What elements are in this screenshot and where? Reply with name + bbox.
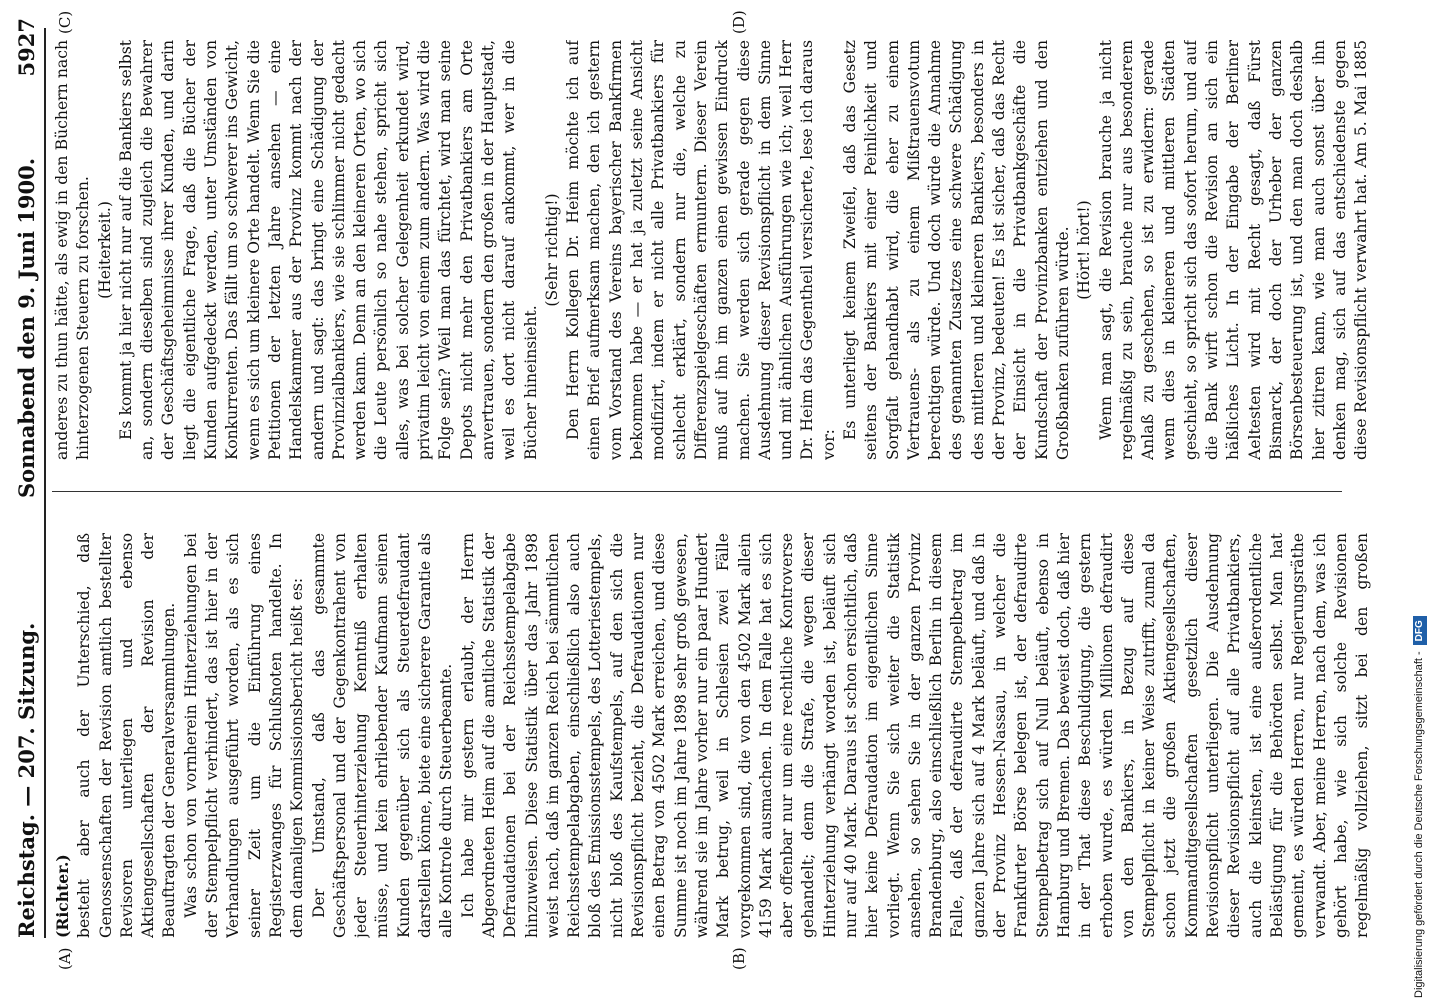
- header-left: Reichstag. — 207. Sitzung.: [14, 622, 39, 938]
- paragraph: Ich habe mir gestern erlaubt, der Herrn Abgeordneten Heim auf die amtliche Statistik der Defraudationen bei der Reichsstempelabgabe hinzuweisen. Diese Statistik über das Jahr 1898 weist nach, daß im ganzen Reich bei sämmtlichen Reichsstempelabgaben, einschließlich also auch bloß des Emissionsstempels, des Lotteriestempels, nicht bloß des Kaufstempels, auf den sich die Revisionspflicht bezieht, die Defraudationen nur einen Betrag von 4502 Mark erreichen, und diese Summe ist noch im Jahre 1898 sehr groß gewesen, während sie im Jahre vorher nur ein paar Hundert Mark betrug, weil in Schlesien zwei Fälle vorgekommen sind, die von den 4502 Mark allein 4159 Mark ausmachen. In dem Falle hat es sich aber offenbar nur um eine rechtliche Kontroverse gehandelt; denn die Strafe, die wegen dieser Hinterziehung verhängt worden ist, beläuft sich nur auf 40 Mark. Daraus ist schon ersichtlich, daß hier keine Defraudation im eigentlichen Sinne vorliegt. Wenn Sie sich weiter die Statistik ansehen, so sehen Sie in der ganzen Provinz Brandenburg, also einschließlich Berlin in diesem Falle, daß der defraudirte Stempelbetrag im ganzen Jahre sich auf 4 Mark beläuft, und daß in der Provinz Hessen-Nassau, in welcher die Frankfurter Börse belegen ist, der defraudirte Stempelbetrag sich auf Null beläuft, ebenso in Hamburg und Bremen. Das beweist doch, daß hier in der That diese Beschuldigung, die gestern erhoben wurde, es würden Millionen defraudirt von den Bankiers, in Bezug auf diese Stempelpflicht in keiner Weise zutrifft, zumal da schon jetzt die großen Aktiengesellschaften, Kommanditgesellschaften gesetzlich dieser Revisionspflicht unterliegen. Die Ausdehnung dieser Revisionspflicht auf alle Privatbankiers, auch die kleinsten, ist eine außerordentliche Belästigung für die Behörden selbst. Man hat gemeint, es würden Herren, nur Regierungsräthe verwandt. Aber, meine Herren, nach dem, was ich gehört habe, wie sich solche Revisionen regelmäßig vollziehen, sitzt bei den großen: [458, 533, 1372, 938]
- paragraph: besteht aber auch der Unterschied, daß Genossenschaften der Revision amtlich bestellter Revisoren unterliegen und ebenso Aktiengesellschaften der Revision der Beauftragten der Generalversammlungen.: [75, 533, 179, 938]
- interjection: (Sehr richtig!): [542, 193, 561, 307]
- text-column-right: [52, 40, 1372, 460]
- margin-mark-b: (B): [730, 947, 748, 970]
- margin-mark-d: (D): [730, 10, 748, 34]
- quote-paragraph: Der Umstand, daß das gesammte Geschäftspersonal und der Gegenkontrahent von jeder Steuerhinterziehung Kenntniß erhalten müsse, und kein ehrliebender Kaufmann seinen Kunden gegenüber sich als Steuerdefraudant darstellen könne, biete eine sicherere Garantie als alle Kontrole durch Steuerbeamte.: [309, 533, 456, 938]
- page-number: 5927: [14, 18, 39, 77]
- paragraph: Es unterliegt keinem Zweifel, daß das Gesetz seitens der Bankiers mit einer Peinlichkeit und Sorgfalt gehandhabt wird, die eher zu einem Vertrauens- als zu einem Mißtrauensvotum berechtigen würde. Und doch würde die Annahme des genannten Zusatzes eine schwere Schädigung des mittleren und kleineren Bankiers, besonders in der Provinz, bedeuten! Es ist sicher, daß das Recht der Einsicht in die Privatbankgeschäfte die Kundschaft der Provinzbanken entziehen und den Großbanken zuführen würde.: [840, 40, 1072, 460]
- header-rule: [44, 28, 46, 938]
- text-column-left: [52, 533, 1372, 938]
- dfg-logo: DFG: [1413, 616, 1427, 645]
- page-header: [14, 0, 44, 1000]
- speaker-name: (Richter.): [53, 854, 72, 938]
- column-divider: [52, 491, 1342, 492]
- digitization-credit: [1409, 8, 1431, 998]
- interjection: (Hört! hört!): [1075, 200, 1094, 300]
- interjection: (Heiterkeit.): [95, 201, 114, 299]
- margin-mark-a: (A): [56, 947, 74, 970]
- paragraph: Was schon von vornherein Hinterziehungen bei der Stempelpflicht verhindert, das ist hier in der Verhandlungen ausgeführt worden, als es sich seiner Zeit um die Einführung eines Registerzwanges für Schlußnoten handelte. In dem damaligen Kommissionsbericht heißt es:: [181, 533, 307, 938]
- credit-text: Digitalisierung gefördert durch die Deutsche Forschungsgemeinschaft -: [1413, 651, 1425, 998]
- header-date: Sonnabend den 9. Juni 1900.: [14, 158, 39, 498]
- paragraph: Es kommt ja hier nicht nur auf die Bankiers selbst an, sondern dieselben sind zugleich die Bewahrer der Geschäftsgeheimnisse ihrer Kunden, und darin liegt die eigentliche Frage, daß die Bücher der Kunden aufgedeckt werden, unter Umständen von Konkurrenten. Das fällt um so schwerer ins Gewicht, wenn es sich um kleinere Orte handelt. Wenn Sie die Petitionen der letzten Jahre ansehen — eine Handelskammer aus der Provinz kommt nach der andern und sagt: das bringt eine Schädigung der Provinzialbankiers, wie sie schlimmer nicht gedacht werden kann. Denn an den kleineren Orten, wo sich die Leute persönlich so nahe stehen, spricht sich alles, was bei solcher Gelegenheit erkundet wird, privatim leicht von einem zum andern. Was wird die Folge sein? Weil man das fürchtet, wird man seine Depots nicht mehr den Privatbankiers am Orte anvertrauen, sondern den großen in der Hauptstadt, weil es dort nicht darauf ankommt, wer in die Bücher hineinsieht.: [116, 40, 540, 460]
- paragraph: Wenn man sagt, die Revision brauche ja nicht regelmäßig zu sein, brauche nur aus besonderem Anlaß zu geschehen, so ist zu erwidern: gerade wenn dies in kleineren und mittleren Städten geschieht, so spricht sich das sofort herum, und auf die Bank wirft schon die Revision an sich ein häßliches Licht. In der Eingabe der Berliner Aeltesten wird mit Recht gesagt, daß Fürst Bismarck, der doch der Urheber der ganzen Börsenbesteuerung ist, und den man doch deshalb hier zitiren kann, wie man auch sonst über ihn denken mag, sich auf das entschiedenste gegen diese Revisionspflicht verwahrt hat. Am 5. Mai 1885: [1096, 40, 1371, 460]
- margin-mark-c: (C): [56, 10, 74, 34]
- paragraph: Den Herrn Kollegen Dr. Heim möchte ich auf einen Brief aufmerksam machen, den ich gestern vom Vorstand des Vereins bayerischer Bankfirmen bekommen habe — er hat ja zuletzt seine Ansicht modifizirt, indem er nicht alle Privatbankiers für schlecht erklärt, sondern nur die, welche zu Differenzspielgeschäften ermuntern. Dieser Verein muß auf ihn im ganzen einen gewissen Eindruck machen. Sie werden sich gerade gegen diese Ausdehnung dieser Revisionspflicht in dem Sinne und mit ähnlichen Ausführungen wie ich; weil Herr Dr. Heim das Gegentheil versicherte, lese ich daraus vor:: [564, 40, 838, 460]
- paragraph: anderes zu thun hätte, als ewig in den Büchern nach hinterzogenen Steuern zu forschen.: [53, 40, 93, 460]
